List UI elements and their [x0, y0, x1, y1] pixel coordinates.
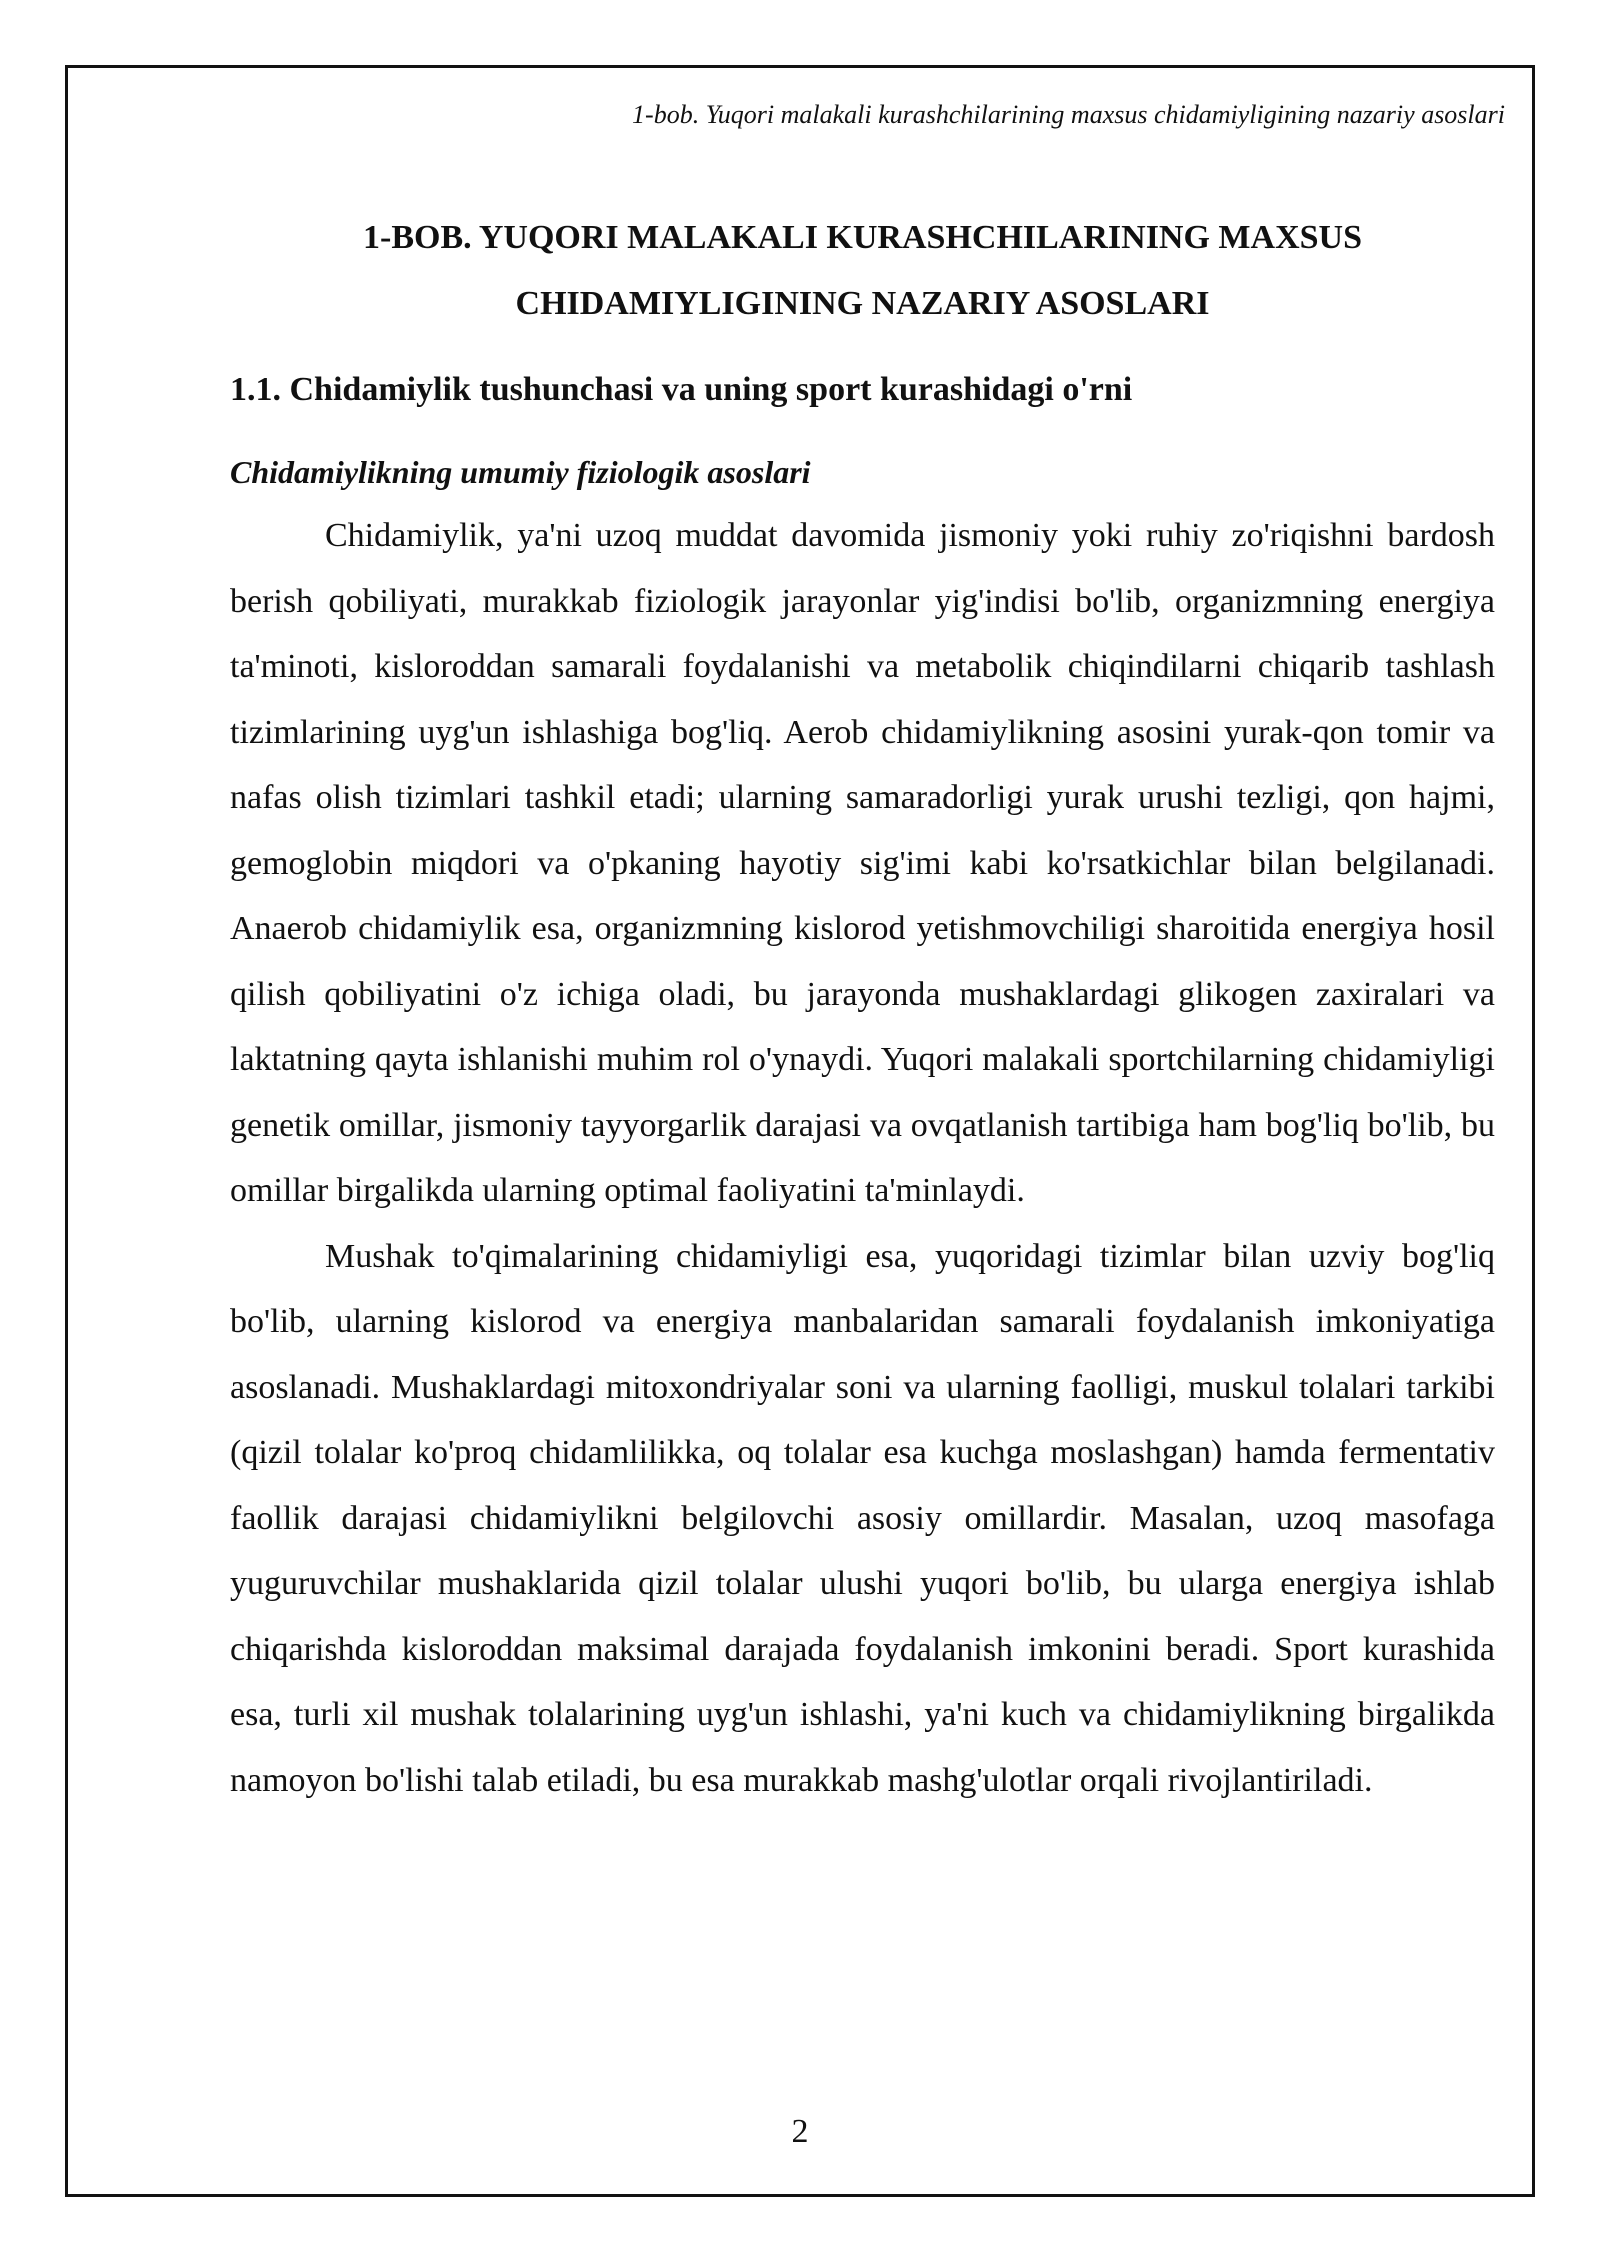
- running-header: 1-bob. Yuqori malakali kurashchilarining maxsus chidamiyligining nazariy asoslari: [632, 100, 1505, 129]
- chapter-title: [230, 205, 1495, 337]
- body-paragraph-1: Chidamiylik, ya'ni uzoq muddat davomida jismoniy yoki ruhiy zo'riqishni bardosh berish qobiliyati, murakkab fiziologik jarayonlar yig'indisi bo'lib, organizmning energiya ta'minoti, kisloroddan samarali foydalanishi va metabolik chiqindilarni chiqarib tashlash tizimlarining uyg'un ishlashiga bog'liq. Aerob chidamiylikning asosini yurak-qon tomir va nafas olish tizimlari tashkil etadi; ularning samaradorligi yurak urushi tezligi, qon hajmi, gemoglobin miqdori va o'pkaning hayotiy sig'imi kabi ko'rsatkichlar bilan belgilanadi. Anaerob chidamiylik esa, organizmning kislorod yetishmovchiligi sharoitida energiya hosil qilish qobiliyatini o'z ichiga oladi, bu jarayonda mushaklardagi glikogen zaxiralari va laktatning qayta ishlanishi muhim rol o'ynaydi. Yuqori malakali sportchilarning chidamiyligi genetik omillar, jismoniy tayyorgarlik darajasi va ovqatlanish tartibiga ham bog'liq bo'lib, bu omillar birgalikda ularning optimal faoliyatini ta'minlaydi.: [230, 517, 1495, 1209]
- chapter-title-line-2: CHIDAMIYLIGINING NAZARIY ASOSLARI: [515, 285, 1210, 322]
- body-paragraph-2: Mushak to'qimalarining chidamiyligi esa, yuqoridagi tizimlar bilan uzviy bog'liq bo'lib, ularning kislorod va energiya manbalaridan samarali foydalanish imkoniyatiga asoslanadi. Mushaklardagi mitoxondriyalar soni va ularning faolligi, muskul tolalari tarkibi (qizil tolalar ko'proq chidamlilikka, oq tolalar esa kuchga moslashgan) hamda fermentativ faollik darajasi chidamiylikni belgilovchi asosiy omillardir. Masalan, uzoq masofaga yuguruvchilar mushaklarida qizil tolalar ulushi yuqori bo'lib, bu ularga energiya ishlab chiqarishda kisloroddan maksimal darajada foydalanish imkonini beradi. Sport kurashida esa, turli xil mushak tolalarining uyg'un ishlashi, ya'ni kuch va chidamiylikning birgalikda namoyon bo'lishi talab etiladi, bu esa murakkab mashg'ulotlar orqali rivojlantiriladi.: [230, 1237, 1495, 1799]
- section-title: 1.1. Chidamiylik tushunchasi va uning sport kurashidagi o'rni: [230, 371, 1133, 408]
- chapter-title-line-1: 1-BOB. YUQORI MALAKALI KURASHCHILARINING MAXSUS: [363, 219, 1362, 256]
- page-number: 2: [791, 2113, 809, 2150]
- page-content: [230, 205, 1495, 1813]
- subsection-title: Chidamiylikning umumiy fiziologik asoslari: [230, 454, 811, 490]
